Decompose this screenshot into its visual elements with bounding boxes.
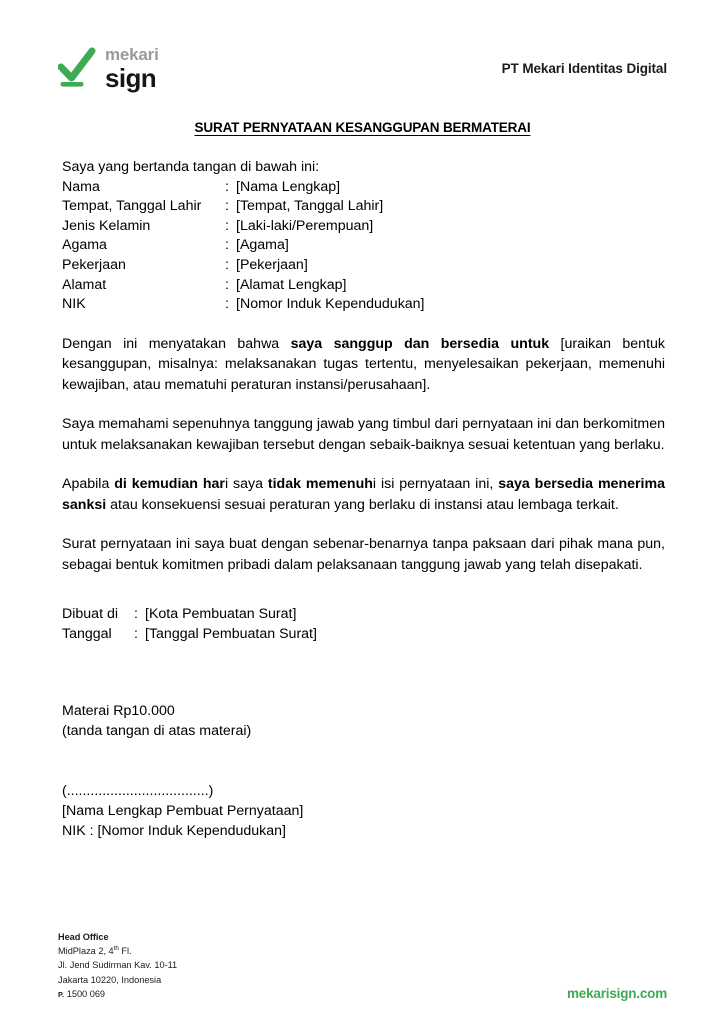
signature-name-line: [Nama Lengkap Pembuat Pernyataan] <box>62 802 304 819</box>
identity-separator: : <box>225 237 229 254</box>
identity-value: [Agama] <box>236 237 289 254</box>
footer-address-ordinal-suffix: th <box>113 945 119 953</box>
paragraph-3-bold-2: tidak memenuh <box>267 476 373 493</box>
footer-address-line-1-pre: MidPlaza 2, 4 <box>58 946 114 957</box>
logo-word-mekari: mekari <box>105 44 159 64</box>
identity-value: [Laki-laki/Perempuan] <box>236 217 374 234</box>
paragraph-2: Saya memahami sepenuhnya tanggung jawab yang timbul dari pernyataan ini dan berkomitmen untuk melaksanakan kewajiban tersebut dengan sebaik-baiknya sesuai ketentuan yang berlaku. <box>62 416 665 453</box>
place-label: Dibuat di <box>62 606 118 623</box>
intro-line: Saya yang bertanda tangan di bawah ini: <box>62 159 320 175</box>
identity-separator: : <box>225 276 229 293</box>
table-row <box>62 295 425 315</box>
footer-address-line-2: Jl. Jend Sudirman Kav. 10-11 <box>58 960 178 971</box>
document-title-text: SURAT PERNYATAAN KESANGGUPAN BERMATERAI <box>194 120 531 135</box>
footer-address-line-3: Jakarta 10220, Indonesia <box>58 974 162 985</box>
spacer <box>62 395 665 414</box>
green-check-logo-mark <box>58 47 96 89</box>
paragraph-3-part-3: i isi pernyataan ini, <box>372 476 499 493</box>
date-label: Tanggal <box>62 626 112 643</box>
place-separator: : <box>134 606 138 623</box>
mekari-sign-logo <box>58 46 159 91</box>
table-row <box>62 197 425 217</box>
paragraph-1-part-1: Dengan ini menyatakan bahwa <box>62 335 291 352</box>
footer-address-line-1-post: Fl. <box>118 946 132 957</box>
place-date-table <box>62 605 317 645</box>
identity-separator: : <box>225 178 229 195</box>
date-value: [Tanggal Pembuatan Surat] <box>145 626 317 643</box>
footer-office-title: Head Office <box>58 931 109 942</box>
table-row <box>62 217 425 237</box>
footer-address-line-1 <box>58 944 177 958</box>
stamp-duty-amount: Materai Rp10.000 <box>62 702 175 719</box>
footer-phone-line <box>58 987 177 1002</box>
document-title <box>58 120 667 135</box>
table-row <box>62 625 317 645</box>
identity-table <box>62 178 425 315</box>
logo-wordmark <box>105 46 159 91</box>
identity-label: Nama <box>62 178 100 195</box>
identity-separator: : <box>225 256 229 273</box>
paragraph-3-part-4: atau konsekuensi sesuai peraturan yang berlaku di instansi atau lembaga terkait. <box>106 496 619 513</box>
identity-value: [Nama Lengkap] <box>236 178 341 195</box>
identity-label: Pekerjaan <box>62 256 126 273</box>
paragraph-1-bold-1: saya sanggup dan bersedia untuk <box>290 335 550 352</box>
stamp-duty-block <box>62 701 665 741</box>
document-body <box>62 158 665 841</box>
identity-label: Tempat, Tanggal Lahir <box>62 198 202 215</box>
table-row <box>62 236 425 256</box>
identity-label: NIK <box>62 296 86 313</box>
identity-label: Alamat <box>62 276 107 293</box>
table-row <box>62 605 317 625</box>
footer-address-block <box>58 930 177 1002</box>
paragraph-3-bold-1: di kemudian har <box>114 476 225 493</box>
identity-label: Jenis Kelamin <box>62 217 151 234</box>
paragraph-3-part-2: i saya <box>224 476 268 493</box>
paragraph-3-bold-3: saya bersedia menerima sanksi <box>62 476 665 513</box>
footer-phone-prefix: P. <box>58 989 65 999</box>
place-value: [Kota Pembuatan Surat] <box>145 606 297 623</box>
paragraph-3 <box>62 474 665 515</box>
footer-website-link[interactable]: mekarisign.com <box>567 986 667 1001</box>
table-row <box>62 276 425 296</box>
signature-dots-line: (....................................) <box>62 782 214 799</box>
signature-block <box>62 781 665 841</box>
identity-label: Agama <box>62 237 107 254</box>
document-header <box>58 40 667 96</box>
paragraph-4: Surat pernyataan ini saya buat dengan sebenar-benarnya tanpa paksaan dari pihak mana pun, sebagai bentuk komitmen pribadi dalam pelaksanaan tanggung jawab yang telah disepakati. <box>62 536 665 573</box>
spacer <box>62 315 665 334</box>
table-row <box>62 256 425 276</box>
spacer <box>62 455 665 474</box>
logo-word-sign: sign <box>105 62 157 93</box>
paragraph-1 <box>62 334 665 396</box>
identity-separator: : <box>225 198 229 215</box>
identity-value: [Nomor Induk Kependudukan] <box>236 296 425 313</box>
company-name: PT Mekari Identitas Digital <box>501 60 667 76</box>
identity-separator: : <box>225 296 229 313</box>
document-footer <box>58 930 667 1002</box>
date-separator: : <box>134 626 138 643</box>
table-row <box>62 178 425 198</box>
identity-separator: : <box>225 217 229 234</box>
identity-value: [Pekerjaan] <box>236 256 308 273</box>
paragraph-3-part-1: Apabila <box>62 476 115 493</box>
signature-nik-line: NIK : [Nomor Induk Kependudukan] <box>62 822 286 839</box>
identity-value: [Alamat Lengkap] <box>236 276 347 293</box>
footer-phone-number: 1500 069 <box>66 988 106 999</box>
identity-value: [Tempat, Tanggal Lahir] <box>236 198 384 215</box>
stamp-duty-note: (tanda tangan di atas materai) <box>62 722 252 739</box>
spacer <box>62 515 665 534</box>
paragraph-1-part-2: [uraikan bentuk kesanggupan, misalnya: melaksanakan tugas tertentu, menyelesaikan pekerjaan, memenuhi kewajiban, atau mematuhi peraturan instansi/perusahaan]. <box>62 335 665 393</box>
spacer <box>62 575 665 605</box>
